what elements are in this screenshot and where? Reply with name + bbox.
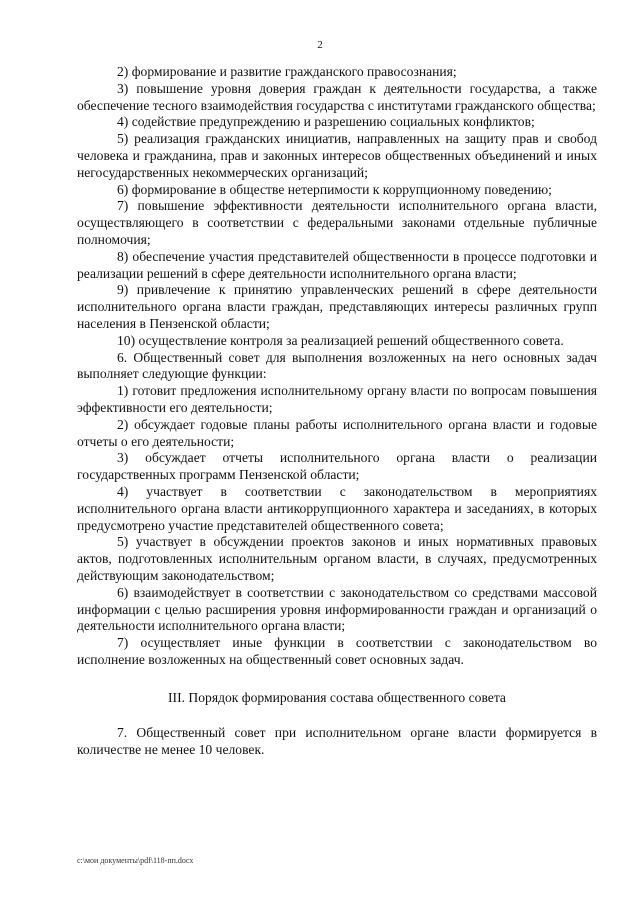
paragraph-item-6: 6) формирование в обществе нетерпимости к коррупционному поведению; bbox=[117, 181, 552, 197]
paragraph-function-5: 5) участвует в обсуждении проектов законов и иных нормативных правовых актов, подготовленных исполнительным органом власти, в случаях, предусмотренных действующим законодательством; bbox=[77, 534, 597, 583]
paragraph-item-5: 5) реализация гражданских инициатив, направленных на защиту прав и свобод человека и гражданина, прав и законных интересов общественных объединений и иных негосударственных некоммерческих организаций; bbox=[77, 131, 597, 180]
paragraph-item-10: 10) осуществление контроля за реализацией решений общественного совета. bbox=[117, 332, 564, 348]
paragraph-function-1: 1) готовит предложения исполнительному органу власти по вопросам повышения эффективности его деятельности; bbox=[77, 383, 597, 415]
paragraph-item-4: 4) содействие предупреждению и разрешению социальных конфликтов; bbox=[117, 114, 535, 130]
document-body bbox=[77, 64, 597, 759]
paragraph-clause-7: 7. Общественный совет при исполнительном органе власти формируется в количестве не менее 10 человек. bbox=[77, 725, 597, 758]
paragraph-function-6: 6) взаимодействует в соответствии с законодательством со средствами массовой информации с целью расширения уровня информированности граждан и организаций о деятельности исполнительного органа власти; bbox=[77, 584, 597, 634]
paragraph-function-3: 3) обсуждает отчеты исполнительного органа власти о реализации государственных программ Пензенской области; bbox=[77, 450, 597, 483]
paragraph-item-7: 7) повышение эффективности деятельности исполнительного органа власти, осуществляющего в соответствии с федеральными законами отдельные публичные полномочия; bbox=[77, 198, 597, 247]
paragraph-function-2: 2) обсуждает годовые планы работы исполнительного органа власти и годовые отчеты о его деятельности; bbox=[77, 416, 597, 449]
paragraph-item-9: 9) привлечение к принятию управленческих решений в сфере деятельности исполнительного органа власти граждан, представляющих интересы различных групп населения в Пензенской области; bbox=[77, 282, 597, 331]
file-path-footer: c:\мои документы\pdf\118-пп.docx bbox=[77, 856, 194, 865]
paragraph-function-4: 4) участвует в соответствии с законодательством в мероприятиях исполнительного органа власти антикоррупционного характера и заседаниях, в которых предусмотрено участие представителей общественного совета; bbox=[77, 483, 597, 533]
paragraph-function-7: 7) осуществляет иные функции в соответствии с законодательством во исполнение возложенных на общественный совет основных задач. bbox=[77, 635, 597, 667]
page-number: 2 bbox=[317, 39, 323, 51]
paragraph-item-3: 3) повышение уровня доверия граждан к деятельности государства, а также обеспечение тесного взаимодействия государства с институтами гражданского общества; bbox=[77, 80, 597, 113]
paragraph-item-8: 8) обеспечение участия представителей общественности в процессе подготовки и реализации решений в сфере деятельности исполнительного органа власти; bbox=[77, 248, 597, 281]
paragraph-item-2: 2) формирование и развитие гражданского правосознания; bbox=[117, 64, 457, 79]
paragraph-clause-6: 6. Общественный совет для выполнения возложенных на него основных задач выполняет следующие функции: bbox=[77, 349, 597, 382]
section-heading: III. Порядок формирования состава общественного совета bbox=[168, 689, 506, 705]
